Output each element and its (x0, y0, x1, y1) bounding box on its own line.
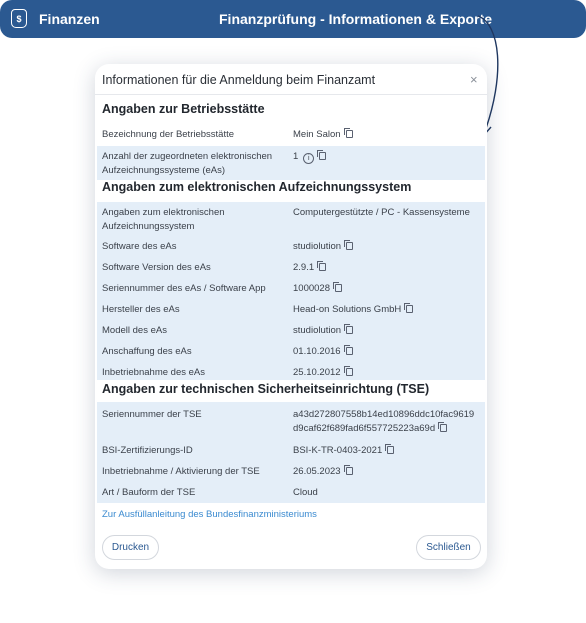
table-row (97, 341, 485, 362)
close-button[interactable]: Schließen (416, 535, 481, 560)
row-value: Cloud (293, 487, 318, 498)
row-label: Angaben zum elektronischen Aufzeichnungssystem (102, 207, 225, 232)
row-label: Software Version des eAs (102, 262, 211, 273)
table-row (97, 440, 485, 461)
print-button[interactable]: Drucken (102, 535, 159, 560)
row-label: Anschaffung des eAs (102, 346, 192, 357)
row-value: 26.05.2023 (293, 466, 341, 477)
copy-icon[interactable] (346, 130, 353, 138)
row-value: 01.10.2016 (293, 346, 341, 357)
row-label: Seriennummer der TSE (102, 409, 202, 420)
table-row (97, 482, 485, 503)
row-label: Art / Bauform der TSE (102, 487, 196, 498)
section-title-eas: Angaben zum elektronischen Aufzeichnungssystem (102, 180, 412, 194)
dialog-title: Informationen für die Anmeldung beim Finanzamt (102, 73, 376, 87)
copy-icon[interactable] (440, 424, 447, 432)
info-icon[interactable]: i (303, 153, 314, 164)
table-row (97, 124, 485, 146)
table-row (97, 320, 485, 341)
table-row (97, 257, 485, 278)
row-value: 2.9.1 (293, 262, 315, 273)
row-value: Head-on Solutions GmbH (293, 304, 402, 315)
table-row (97, 299, 485, 320)
copy-icon[interactable] (346, 326, 353, 334)
copy-icon[interactable] (346, 347, 353, 355)
row-value: studiolution (293, 325, 342, 336)
section-title-betriebsstaette: Angaben zur Betriebsstätte (102, 102, 265, 116)
row-label: Modell des eAs (102, 325, 167, 336)
section-title-tse: Angaben zur technischen Sicherheitseinrichtung (TSE) (102, 382, 430, 396)
finance-app-icon: $ (11, 9, 27, 28)
copy-icon[interactable] (319, 152, 326, 160)
row-value: studiolution (293, 241, 342, 252)
row-label: Hersteller des eAs (102, 304, 180, 315)
row-value: Computergestützte / PC - Kassensysteme (293, 207, 470, 218)
row-label: Inbetriebnahme / Aktivierung der TSE (102, 466, 260, 477)
copy-icon[interactable] (346, 242, 353, 250)
table-row (97, 236, 485, 257)
app-name[interactable]: Finanzen (39, 11, 100, 27)
table-row (97, 461, 485, 482)
row-label: Anzahl der zugeordneten elektronischen Aufzeichnungssysteme (eAs) (102, 151, 273, 176)
copy-icon[interactable] (387, 446, 394, 454)
copy-icon[interactable] (406, 305, 413, 313)
finanzamt-info-dialog (95, 64, 487, 569)
row-value: BSI-K-TR-0403-2021 (293, 445, 383, 456)
table-row (97, 146, 485, 180)
row-value: 1 (293, 151, 299, 162)
copy-icon[interactable] (319, 263, 326, 271)
copy-icon[interactable] (335, 284, 342, 292)
row-value: 25.10.2012 (293, 367, 341, 378)
copy-icon[interactable] (346, 368, 353, 376)
row-label: Seriennummer des eAs / Software App (102, 283, 266, 294)
row-label: Inbetriebnahme des eAs (102, 367, 205, 378)
page-title: Finanzprüfung - Informationen & Exporte (219, 11, 492, 27)
row-value: a43d272807558b14ed10896ddc10fac9619d9caf62f689fad6f557725223a69d (293, 409, 475, 434)
row-label: Software des eAs (102, 241, 177, 252)
table-row (97, 362, 485, 380)
guide-link[interactable]: Zur Ausfüllanleitung des Bundesfinanzministeriums (102, 509, 317, 520)
row-label: Bezeichnung der Betriebsstätte (102, 129, 235, 140)
copy-icon[interactable] (346, 467, 353, 475)
table-row (97, 402, 485, 440)
table-row (97, 278, 485, 299)
close-icon[interactable]: × (470, 72, 478, 87)
row-label: BSI-Zertifizierungs-ID (102, 445, 193, 456)
table-row (97, 202, 485, 236)
row-value: Mein Salon (293, 129, 341, 140)
row-value: 1000028 (293, 283, 330, 294)
title-divider (95, 94, 487, 95)
